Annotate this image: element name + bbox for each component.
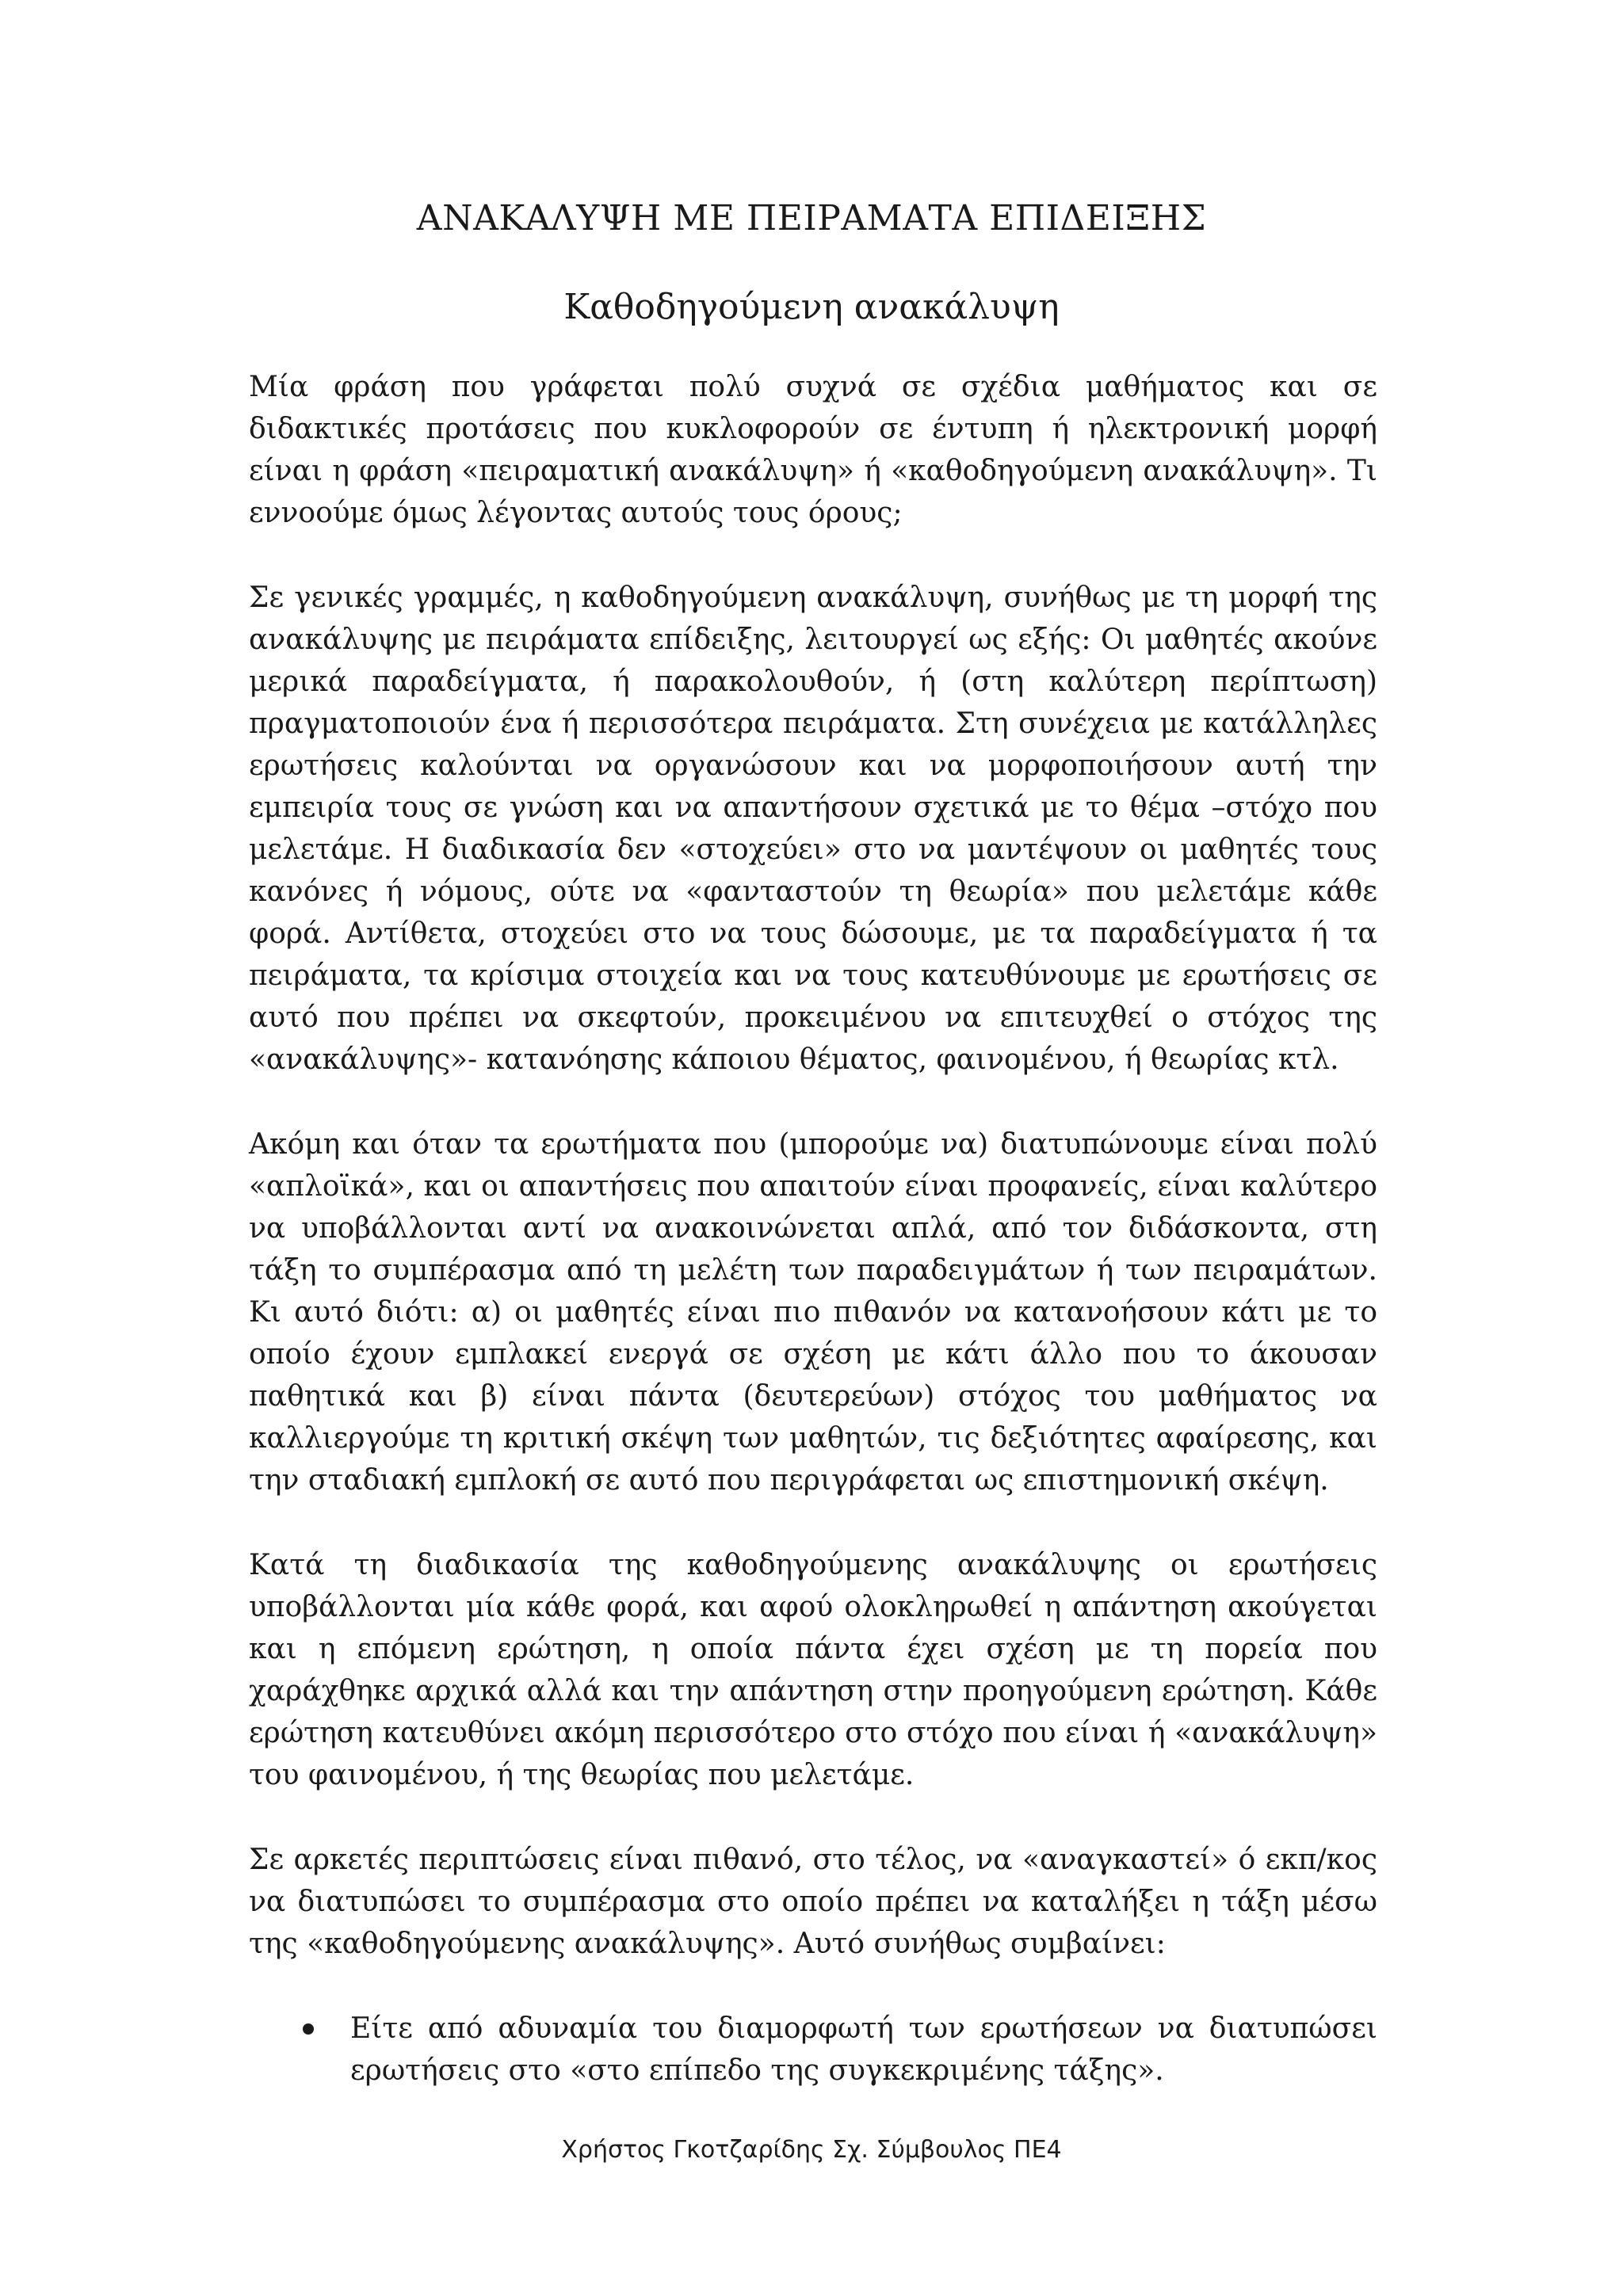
paragraph-2: Σε γενικές γραμμές, η καθοδηγούμενη ανακάλυψη, συνήθως με τη μορφή της ανακάλυψης με πειράματα επίδειξης, λειτουργεί ως εξής: Οι μαθητές ακούνε μερικά παραδείγματα, ή παρακολουθούν, ή (στη καλύτερη περίπτωση) πραγματοποιούν ένα ή περισσότερα πειράματα. Στη συνέχεια με κατάλληλες ερωτήσεις καλούνται να οργανώσουν και να μορφοποιήσουν αυτή την εμπειρία τους σε γνώση και να απαντήσουν σχετικά με το θέμα –στόχο που μελετάμε. Η διαδικασία δεν «στοχεύει» στο να μαντέψουν οι μαθητές τους κανόνες ή νόμους, ούτε να «φανταστούν τη θεωρία» που μελετάμε κάθε φορά. Αντίθετα, στοχεύει στο να τους δώσουμε, με τα παραδείγματα ή τα πειράματα, τα κρίσιμα στοιχεία και να τους κατευθύνουμε με ερωτήσεις σε αυτό που πρέπει να σκεφτούν, προκειμένου να επιτευχθεί ο στόχος της «ανακάλυψης»- κατανόησης κάποιου θέματος, φαινομένου, ή θεωρίας κτλ. xyxy=(249,582,1377,1076)
bullet-text: Είτε από αδυναμία του διαμορφωτή των ερωτήσεων να διατυπώσει ερωτήσεις στο «στο επίπεδο της συγκεκριμένης τάξης». xyxy=(350,2012,1377,2087)
bullet-list xyxy=(249,2008,1377,2092)
bullet-item xyxy=(249,2008,1377,2092)
bullet-icon xyxy=(303,2023,314,2035)
page-footer: Χρήστος Γκοτζαρίδης Σχ. Σύμβουλος ΠΕ4 xyxy=(561,2136,1062,2164)
paragraph-3: Ακόμη και όταν τα ερωτήματα που (μπορούμε να) διατυπώνουμε είναι πολύ «απλοϊκά», και οι απαντήσεις που απαιτούν είναι προφανείς, είναι καλύτερο να υποβάλλονται αντί να ανακοινώνεται απλά, από τον διδάσκοντα, στη τάξη το συμπέρασμα από τη μελέτη των παραδειγμάτων ή των πειραμάτων. Κι αυτό διότι: α) οι μαθητές είναι πιο πιθανόν να κατανοήσουν κάτι με το οποίο έχουν εμπλακεί ενεργά σε σχέση με κάτι άλλο που το άκουσαν παθητικά και β) είναι πάντα (δευτερεύων) στόχος του μαθήματος να καλλιεργούμε τη κριτική σκέψη των μαθητών, τις δεξιότητες αφαίρεσης, και την σταδιακή εμπλοκή σε αυτό που περιγράφεται ως επιστημονική σκέψη. xyxy=(249,1128,1377,1497)
paragraph-5: Σε αρκετές περιπτώσεις είναι πιθανό, στο τέλος, να «αναγκαστεί» ό εκπ/κος να διατυπώσει το συμπέρασμα στο οποίο πρέπει να καταλήξει η τάξη μέσω της «καθοδηγούμενης ανακάλυψης». Αυτό συνήθως συμβαίνει: xyxy=(249,1844,1377,1960)
document-body xyxy=(249,366,1377,2092)
paragraph-1: Μία φράση που γράφεται πολύ συχνά σε σχέδια μαθήματος και σε διδακτικές προτάσεις που κυκλοφορούν σε έντυπη ή ηλεκτρονική μορφή είναι η φράση «πειραματική ανακάλυψη» ή «καθοδηγούμενη ανακάλυψη». Τι εννοούμε όμως λέγοντας αυτούς τους όρους; xyxy=(249,371,1377,529)
paragraph-4: Κατά τη διαδικασία της καθοδηγούμενης ανακάλυψης οι ερωτήσεις υποβάλλονται μία κάθε φορά, και αφού ολοκληρωθεί η απάντηση ακούγεται και η επόμενη ερώτηση, η οποία πάντα έχει σχέση με τη πορεία που χαράχθηκε αρχικά αλλά και την απάντηση στην προηγούμενη ερώτηση. Κάθε ερώτηση κατευθύνει ακόμη περισσότερο στο στόχο που είναι ή «ανακάλυψη» του φαινομένου, ή της θεωρίας που μελετάμε. xyxy=(249,1549,1377,1791)
page-title: ΑΝΑΚΑΛΥΨΗ ΜΕ ΠΕΙΡΑΜΑΤΑ ΕΠΙΔΕΙΞΗΣ xyxy=(416,198,1207,238)
page-subtitle: Καθοδηγούμενη ανακάλυψη xyxy=(563,287,1060,327)
